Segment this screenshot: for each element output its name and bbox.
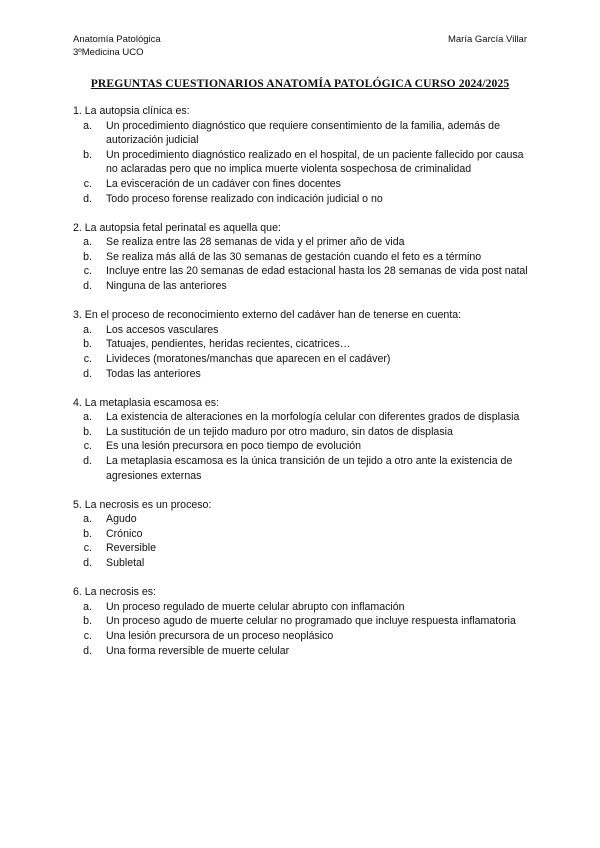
option-c <box>73 541 533 556</box>
option-letter: b. <box>83 527 92 540</box>
option-letter: c. <box>83 440 92 453</box>
option-b <box>73 337 533 352</box>
option-text: Reversible <box>106 542 157 555</box>
question-stem: 1. La autopsia clínica es: <box>73 105 190 117</box>
option-letter: a. <box>83 600 92 613</box>
question-stem: 3. En el proceso de reconocimiento externo del cadáver han de tenerse en cuenta: <box>73 309 462 322</box>
question-6 <box>73 585 533 658</box>
question-stem: 4. La metaplasia escamosa es: <box>73 396 220 409</box>
header-left <box>73 33 161 59</box>
question-1 <box>73 104 533 206</box>
question-3 <box>73 308 533 381</box>
option-list <box>73 410 533 483</box>
header-subject: Anatomía Patológica <box>73 34 161 45</box>
option-a <box>73 600 533 615</box>
question-2 <box>73 221 533 294</box>
option-letter: c. <box>83 542 92 555</box>
option-b <box>73 250 533 265</box>
option-a <box>73 235 533 250</box>
option-letter: d. <box>83 192 92 205</box>
option-letter: b. <box>83 425 92 438</box>
option-list <box>73 323 533 381</box>
header-course: 3ºMedicina UCO <box>73 47 144 58</box>
option-text: Un procedimiento diagnóstico realizado en el hospital, de un paciente fallecido por causa no aclaradas pero que no implica muerte violenta sospechosa de criminalidad <box>106 148 524 176</box>
option-text: Todo proceso forense realizado con indicación judicial o no <box>106 192 383 205</box>
option-text: La existencia de alteraciones en la morfología celular con diferentes grados de displasia <box>106 411 520 424</box>
option-letter: c. <box>83 177 92 190</box>
option-letter: a. <box>83 119 92 132</box>
option-text: La metaplasia escamosa es la única transición de un tejido a otro ante la existencia de agresiones externas <box>106 454 513 482</box>
option-text: Se realiza más allá de las 30 semanas de gestación cuando el feto es a término <box>106 250 482 263</box>
option-a <box>73 323 533 338</box>
option-c <box>73 352 533 367</box>
option-letter: b. <box>83 148 92 161</box>
option-letter: a. <box>83 513 92 526</box>
option-list <box>73 512 533 570</box>
page-title: PREGUNTAS CUESTIONARIOS ANATOMÍA PATOLÓGICA CURSO 2024/2025 <box>90 77 510 90</box>
question-stem: 2. La autopsia fetal perinatal es aquella que: <box>73 221 281 234</box>
option-d <box>73 192 533 207</box>
option-d <box>73 644 533 659</box>
question-4 <box>73 396 533 484</box>
option-text: Una lesión precursora de un proceso neoplásico <box>106 629 334 642</box>
option-letter: d. <box>83 280 92 293</box>
option-c <box>73 439 533 454</box>
option-text: Subletal <box>106 557 145 570</box>
option-b <box>73 425 533 440</box>
option-letter: d. <box>83 644 92 657</box>
option-d <box>73 556 533 571</box>
option-a <box>73 119 533 148</box>
option-b <box>73 527 533 542</box>
question-list <box>73 104 533 673</box>
option-text: Se realiza entre las 28 semanas de vida y el primer año de vida <box>106 236 405 249</box>
option-list <box>73 600 533 658</box>
option-letter: a. <box>83 323 92 336</box>
option-letter: b. <box>83 615 92 628</box>
question-stem: 5. La necrosis es un proceso: <box>73 498 212 511</box>
option-text: Los accesos vasculares <box>106 323 219 336</box>
option-c <box>73 177 533 192</box>
option-letter: c. <box>83 265 92 278</box>
option-a <box>73 410 533 425</box>
option-text: Tatuajes, pendientes, heridas recientes, cicatrices… <box>106 338 351 351</box>
option-text: Incluye entre las 20 semanas de edad estacional hasta los 28 semanas de vida post natal <box>106 265 528 278</box>
option-text: Todas las anteriores <box>106 367 201 380</box>
option-letter: d. <box>83 367 92 380</box>
header-author: María García Villar <box>447 34 527 45</box>
question-5 <box>73 498 533 571</box>
option-a <box>73 512 533 527</box>
option-text: Un proceso agudo de muerte celular no programado que incluye respuesta inflamatoria <box>106 615 516 628</box>
option-letter: d. <box>83 454 92 467</box>
option-text: Una forma reversible de muerte celular <box>106 644 290 657</box>
option-list <box>73 119 533 207</box>
option-b <box>73 614 533 629</box>
option-text: La evisceración de un cadáver con fines docentes <box>106 177 341 190</box>
option-text: Livideces (moratones/manchas que aparecen en el cadáver) <box>106 352 391 365</box>
option-letter: c. <box>83 352 92 365</box>
option-letter: d. <box>83 557 92 570</box>
option-letter: c. <box>83 629 92 642</box>
option-c <box>73 264 533 279</box>
option-text: Un proceso regulado de muerte celular abrupto con inflamación <box>106 600 405 613</box>
option-text: Un procedimiento diagnóstico que requiere consentimiento de la familia, además de autorización judicial <box>106 119 500 147</box>
option-text: Crónico <box>106 527 143 540</box>
option-letter: a. <box>83 236 92 249</box>
option-text: Ninguna de las anteriores <box>106 280 227 293</box>
option-d <box>73 454 533 483</box>
option-c <box>73 629 533 644</box>
option-d <box>73 279 533 294</box>
option-text: Es una lesión precursora en poco tiempo de evolución <box>106 440 361 453</box>
option-text: Agudo <box>106 513 137 526</box>
option-letter: a. <box>83 411 92 424</box>
option-list <box>73 235 533 293</box>
option-b <box>73 148 533 177</box>
option-letter: b. <box>83 338 92 351</box>
option-text: La sustitución de un tejido maduro por otro maduro, sin datos de displasia <box>106 425 453 438</box>
option-d <box>73 367 533 382</box>
option-letter: b. <box>83 250 92 263</box>
question-stem: 6. La necrosis es: <box>73 586 157 599</box>
